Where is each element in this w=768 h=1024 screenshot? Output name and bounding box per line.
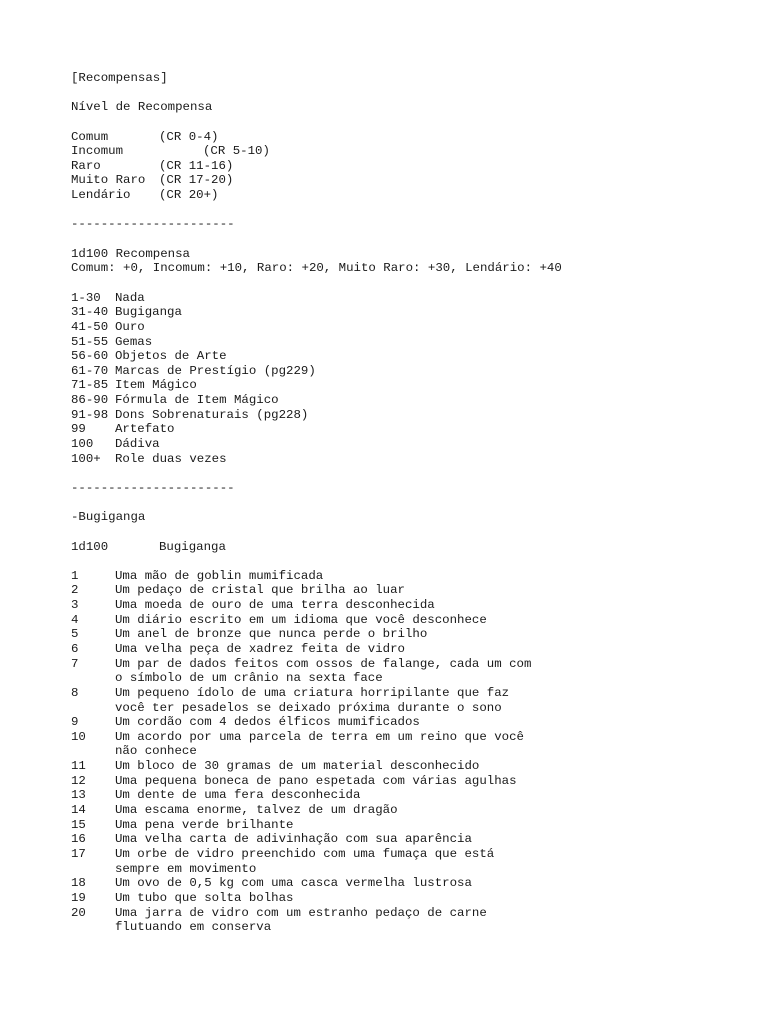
reward-result: Gemas bbox=[115, 334, 153, 349]
trinket-number: 15 bbox=[71, 817, 86, 832]
trinket-row bbox=[71, 818, 751, 833]
level-cr: (CR 17-20) bbox=[159, 173, 234, 188]
trinket-row-continuation bbox=[71, 920, 751, 935]
level-name: Muito Raro bbox=[71, 173, 146, 188]
trinket-number: 3 bbox=[71, 598, 79, 613]
reward-row bbox=[71, 452, 751, 467]
trinket-number: 17 bbox=[71, 846, 86, 861]
document-page bbox=[71, 71, 751, 935]
reward-range: 61-70 bbox=[71, 363, 109, 378]
trinket-text: Uma velha peça de xadrez feita de vidro bbox=[115, 641, 405, 656]
trinket-text: Uma moeda de ouro de uma terra desconhecida bbox=[115, 598, 435, 613]
reward-range: 100+ bbox=[71, 451, 101, 466]
trinket-text: não conhece bbox=[115, 744, 197, 759]
trinket-number: 11 bbox=[71, 759, 86, 774]
reward-result: Dádiva bbox=[115, 437, 160, 452]
reward-range: 71-85 bbox=[71, 378, 109, 393]
trinket-text: Um pequeno ídolo de uma criatura horripilante que faz bbox=[115, 685, 510, 700]
trinket-number: 19 bbox=[71, 890, 86, 905]
trinket-row bbox=[71, 803, 751, 818]
reward-row bbox=[71, 291, 751, 306]
reward-level-heading: Nível de Recompensa bbox=[71, 100, 213, 115]
trinket-text: flutuando em conserva bbox=[115, 920, 272, 935]
trinket-row bbox=[71, 583, 751, 598]
trinket-section-title: -Bugiganga bbox=[71, 510, 146, 525]
trinket-table-heading bbox=[71, 540, 751, 555]
reward-result: Role duas vezes bbox=[115, 451, 227, 466]
trinket-number: 10 bbox=[71, 729, 86, 744]
trinket-text: Um pedaço de cristal que brilha ao luar bbox=[115, 583, 405, 598]
reward-row bbox=[71, 320, 751, 335]
trinket-text: Um tubo que solta bolhas bbox=[115, 890, 294, 905]
trinket-number: 2 bbox=[71, 583, 79, 598]
reward-table bbox=[71, 291, 751, 467]
trinket-row bbox=[71, 686, 751, 701]
trinket-text: você ter pesadelos se deixado próxima durante o sono bbox=[115, 700, 502, 715]
reward-result: Ouro bbox=[115, 319, 145, 334]
reward-row bbox=[71, 408, 751, 423]
trinket-text: o símbolo de um crânio na sexta face bbox=[115, 671, 383, 686]
reward-range: 56-60 bbox=[71, 349, 109, 364]
trinket-text: Um dente de uma fera desconhecida bbox=[115, 788, 361, 803]
trinket-text: Um acordo por uma parcela de terra em um reino que você bbox=[115, 729, 524, 744]
trinket-text: Uma jarra de vidro com um estranho pedaço de carne bbox=[115, 905, 487, 920]
trinket-text: Um bloco de 30 gramas de um material desconhecido bbox=[115, 759, 480, 774]
trinket-text: Um par de dados feitos com ossos de falange, cada um com bbox=[115, 656, 532, 671]
level-name: Incomum bbox=[71, 144, 124, 159]
level-cr: (CR 0-4) bbox=[159, 129, 219, 144]
level-row bbox=[71, 173, 751, 188]
level-row bbox=[71, 188, 751, 203]
section-title: [Recompensas] bbox=[71, 71, 168, 85]
trinket-row bbox=[71, 598, 751, 613]
trinket-number: 13 bbox=[71, 788, 86, 803]
level-name: Lendário bbox=[71, 188, 131, 203]
trinket-text: Uma velha carta de adivinhação com sua aparência bbox=[115, 832, 472, 847]
trinket-number: 4 bbox=[71, 612, 79, 627]
level-cr: (CR 20+) bbox=[159, 188, 219, 203]
trinket-row-continuation bbox=[71, 862, 751, 877]
level-row bbox=[71, 130, 751, 145]
trinket-row bbox=[71, 657, 751, 672]
reward-result: Item Mágico bbox=[115, 378, 197, 393]
trinket-row-continuation bbox=[71, 744, 751, 759]
reward-result: Objetos de Arte bbox=[115, 349, 227, 364]
reward-row bbox=[71, 437, 751, 452]
trinket-row bbox=[71, 715, 751, 730]
trinket-list bbox=[71, 569, 751, 935]
trinket-row-continuation bbox=[71, 701, 751, 716]
divider: ---------------------- bbox=[71, 480, 235, 495]
reward-result: Marcas de Prestígio (pg229) bbox=[115, 363, 316, 378]
trinket-number: 20 bbox=[71, 905, 86, 920]
trinket-text: Um diário escrito em um idioma que você desconhece bbox=[115, 612, 487, 627]
reward-row bbox=[71, 364, 751, 379]
reward-modifiers: Comum: +0, Incomum: +10, Raro: +20, Muito Raro: +30, Lendário: +40 bbox=[71, 261, 562, 276]
trinket-row bbox=[71, 730, 751, 745]
reward-level-list bbox=[71, 130, 751, 203]
reward-result: Bugiganga bbox=[115, 305, 182, 320]
reward-row bbox=[71, 349, 751, 364]
trinket-row bbox=[71, 847, 751, 862]
trinket-number: 18 bbox=[71, 876, 86, 891]
level-row bbox=[71, 159, 751, 174]
trinket-row bbox=[71, 627, 751, 642]
reward-range: 100 bbox=[71, 437, 94, 452]
trinket-text: Um orbe de vidro preenchido com uma fumaça que está bbox=[115, 846, 495, 861]
trinket-number: 7 bbox=[71, 656, 79, 671]
trinket-number: 12 bbox=[71, 773, 86, 788]
trinket-text: Uma escama enorme, talvez de um dragão bbox=[115, 803, 398, 818]
reward-result: Dons Sobrenaturais (pg228) bbox=[115, 407, 309, 422]
reward-range: 86-90 bbox=[71, 393, 109, 408]
level-name: Raro bbox=[71, 158, 101, 173]
trinket-text: Um ovo de 0,5 kg com uma casca vermelha lustrosa bbox=[115, 876, 472, 891]
trinket-row bbox=[71, 569, 751, 584]
trinket-row bbox=[71, 891, 751, 906]
trinket-dice: 1d100 bbox=[71, 539, 109, 554]
reward-range: 31-40 bbox=[71, 305, 109, 320]
trinket-row bbox=[71, 788, 751, 803]
trinket-number: 16 bbox=[71, 832, 86, 847]
divider: ---------------------- bbox=[71, 217, 235, 232]
reward-row bbox=[71, 335, 751, 350]
trinket-row bbox=[71, 774, 751, 789]
reward-range: 91-98 bbox=[71, 407, 109, 422]
reward-result: Fórmula de Item Mágico bbox=[115, 393, 279, 408]
level-cr: (CR 11-16) bbox=[159, 158, 234, 173]
trinket-text: Um cordão com 4 dedos élficos mumificados bbox=[115, 715, 420, 730]
reward-range: 41-50 bbox=[71, 319, 109, 334]
trinket-row bbox=[71, 642, 751, 657]
trinket-row bbox=[71, 759, 751, 774]
trinket-text: Uma mão de goblin mumificada bbox=[115, 568, 324, 583]
trinket-number: 1 bbox=[71, 568, 79, 583]
trinket-text: Um anel de bronze que nunca perde o brilho bbox=[115, 627, 428, 642]
reward-table-heading: 1d100 Recompensa bbox=[71, 246, 190, 261]
trinket-table-title: Bugiganga bbox=[159, 539, 226, 554]
reward-range: 51-55 bbox=[71, 334, 109, 349]
trinket-row bbox=[71, 832, 751, 847]
reward-result: Artefato bbox=[115, 422, 175, 437]
trinket-number: 14 bbox=[71, 803, 86, 818]
trinket-row-continuation bbox=[71, 671, 751, 686]
reward-range: 99 bbox=[71, 422, 86, 437]
reward-row bbox=[71, 305, 751, 320]
trinket-text: sempre em movimento bbox=[115, 861, 257, 876]
trinket-number: 6 bbox=[71, 641, 79, 656]
level-cr: (CR 5-10) bbox=[203, 144, 270, 159]
reward-row bbox=[71, 378, 751, 393]
trinket-text: Uma pequena boneca de pano espetada com várias agulhas bbox=[115, 773, 517, 788]
trinket-row bbox=[71, 906, 751, 921]
trinket-row bbox=[71, 613, 751, 628]
trinket-text: Uma pena verde brilhante bbox=[115, 817, 294, 832]
level-name: Comum bbox=[71, 129, 109, 144]
reward-range: 1-30 bbox=[71, 290, 101, 305]
trinket-number: 8 bbox=[71, 685, 79, 700]
trinket-row bbox=[71, 876, 751, 891]
trinket-number: 5 bbox=[71, 627, 79, 642]
reward-row bbox=[71, 393, 751, 408]
trinket-number: 9 bbox=[71, 715, 79, 730]
reward-row bbox=[71, 422, 751, 437]
reward-result: Nada bbox=[115, 290, 145, 305]
level-row bbox=[71, 144, 751, 159]
